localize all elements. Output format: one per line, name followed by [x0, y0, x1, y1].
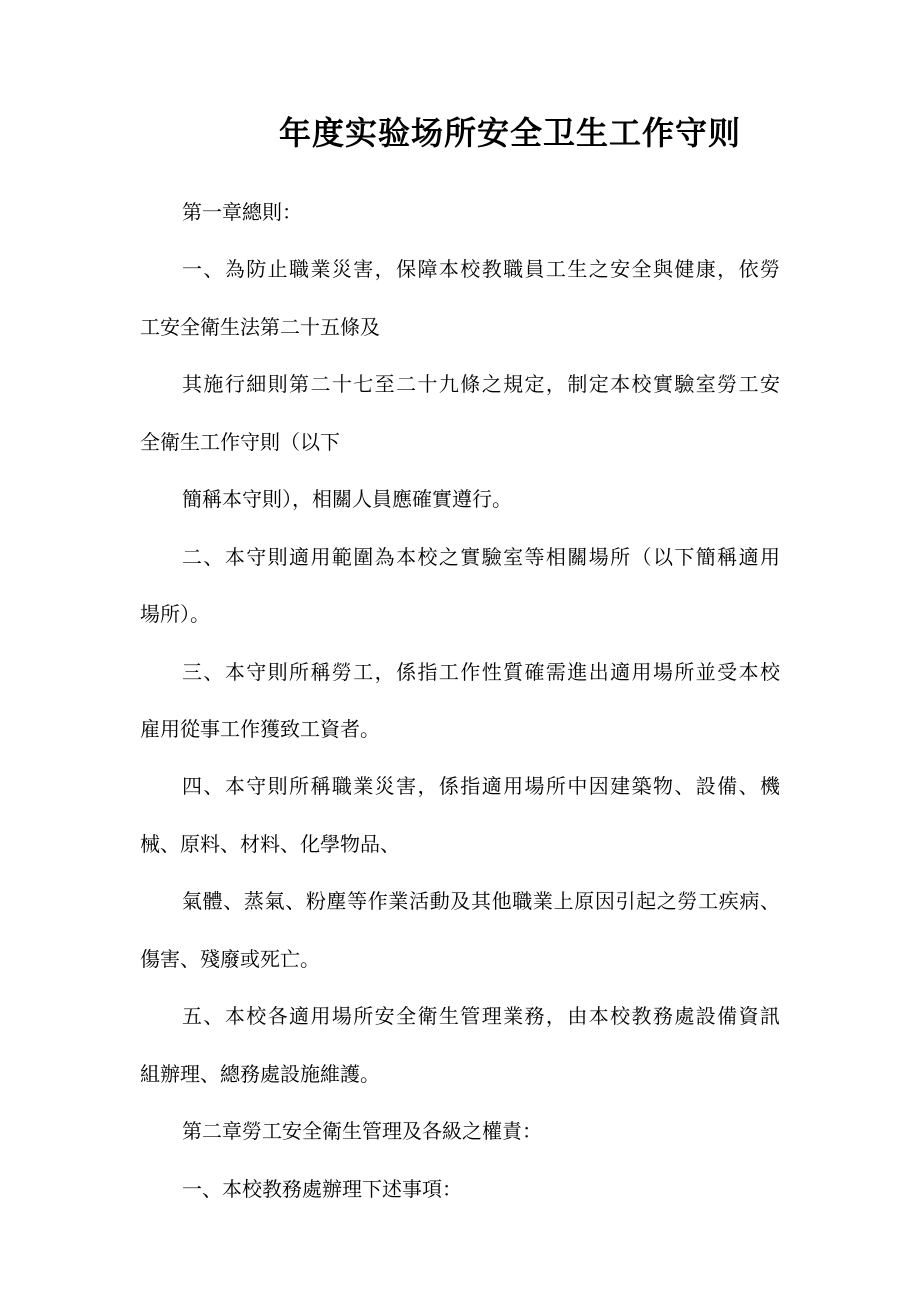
paragraph-line: 傷害、殘廢或死亡。	[140, 947, 320, 971]
paragraph-line: 全衛生工作守則（以下	[140, 430, 340, 454]
paragraph-line: 其施行細則第二十七至二十九條之規定，制定本校實驗室勞工安	[182, 372, 780, 396]
paragraph-line: 場所）。	[140, 602, 210, 626]
paragraph-line: 四、本守則所稱職業災害，係指適用場所中因建築物、設備、機	[182, 774, 780, 798]
paragraph-line: 組辦理、總務處設施維護。	[140, 1062, 380, 1086]
paragraph-line: 械、原料、材料、化學物品、	[140, 832, 400, 856]
document-title: 年度实验场所安全卫生工作守则	[278, 114, 741, 152]
paragraph-line: 三、本守則所稱勞工，係指工作性質確需進出適用場所並受本校	[182, 660, 780, 684]
paragraph-line: 一、本校教務處辦理下述事項：	[182, 1177, 462, 1201]
paragraph-line: 氣體、蒸氣、粉塵等作業活動及其他職業上原因引起之勞工疾病、	[182, 889, 780, 913]
paragraph-line: 一、為防止職業災害，保障本校教職員工生之安全與健康，依勞	[182, 257, 780, 281]
paragraph-line: 二、本守則適用範圍為本校之實驗室等相關場所（以下簡稱適用	[182, 545, 780, 569]
paragraph-line: 五、本校各適用場所安全衛生管理業務，由本校教務處設備資訊	[182, 1004, 780, 1028]
paragraph-line: 簡稱本守則），相關人員應確實遵行。	[182, 487, 512, 511]
paragraph-line: 雇用從事工作獲致工資者。	[140, 717, 380, 741]
paragraph-line: 工安全衛生法第二十五條及	[140, 315, 380, 339]
chapter-2-heading: 第二章勞工安全衛生管理及各級之權責：	[182, 1119, 542, 1143]
chapter-1-heading: 第一章總則：	[182, 200, 302, 224]
